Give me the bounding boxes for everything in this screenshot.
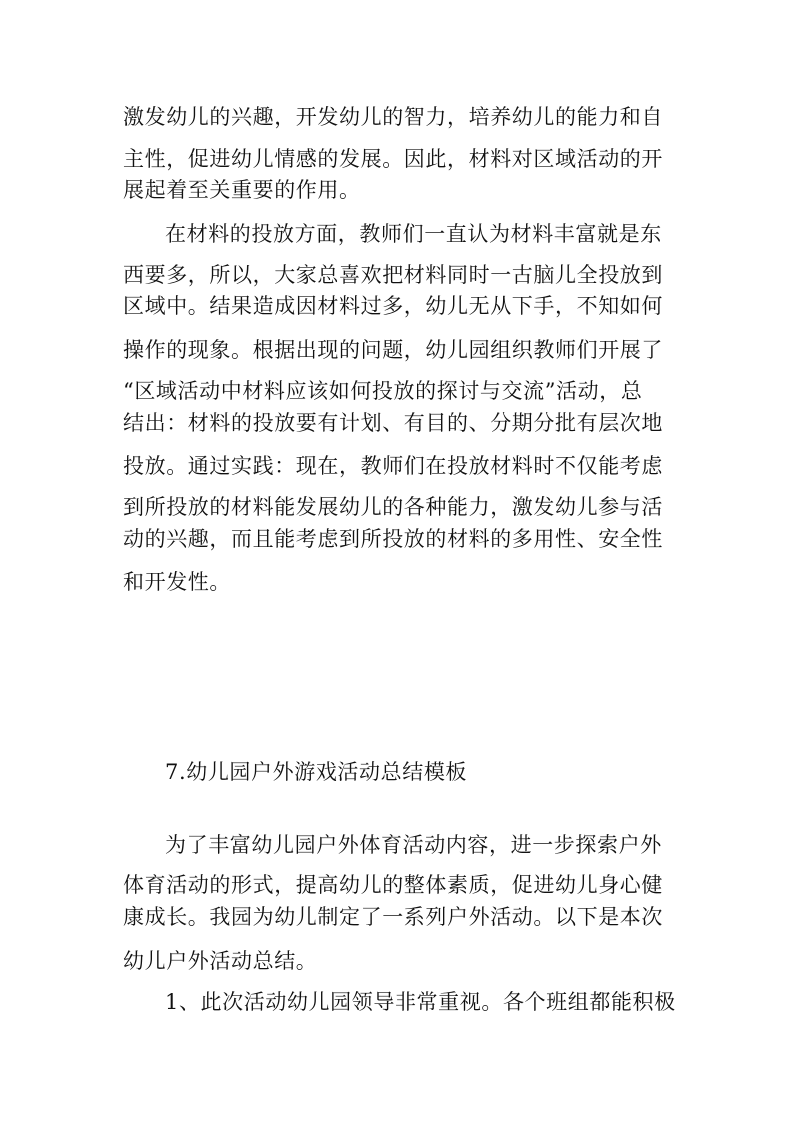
paragraph-line: 和开发性。	[123, 570, 231, 594]
paragraph-line: 为了丰富幼儿园户外体育活动内容，进一步探索户外	[165, 833, 662, 857]
paragraph-line: 在材料的投放方面，教师们一直认为材料丰富就是东	[165, 222, 662, 246]
paragraph-line: 到所投放的材料能发展幼儿的各种能力，激发幼儿参与活	[123, 495, 663, 519]
paragraph-line: 动的兴趣，而且能考虑到所投放的材料的多用性、安全性	[123, 527, 663, 551]
paragraph-line: 投放。通过实践：现在，教师们在投放材料时不仅能考虑	[123, 454, 663, 478]
paragraph-line: 操作的现象。根据出现的问题，幼儿园组织教师们开展了	[123, 338, 663, 362]
paragraph-line: 体育活动的形式，提高幼儿的整体素质，促进幼儿身心健	[123, 873, 663, 897]
paragraph-line: 1、此次活动幼儿园领导非常重视。各个班组都能积极	[165, 990, 676, 1014]
paragraph-line: 幼儿户外活动总结。	[123, 949, 318, 973]
paragraph-line: 主性，促进幼儿情感的发展。因此，材料对区域活动的开	[123, 147, 663, 171]
paragraph-line: 康成长。我园为幼儿制定了一系列户外活动。以下是本次	[123, 905, 663, 929]
section-heading: 7.幼儿园户外游戏活动总结模板	[165, 760, 468, 784]
paragraph-line: 激发幼儿的兴趣，开发幼儿的智力，培养幼儿的能力和自	[123, 105, 663, 129]
paragraph-line: 结出：材料的投放要有计划、有目的、分期分批有层次地	[123, 411, 663, 435]
paragraph-line: 西要多，所以，大家总喜欢把材料同时一古脑儿全投放到	[123, 263, 663, 287]
paragraph-line: “区域活动中材料应该如何投放的探讨与交流”活动，总	[123, 379, 643, 403]
paragraph-line: 区域中。结果造成因材料过多，幼儿无从下手，不知如何	[123, 294, 663, 318]
paragraph-line: 展起着至关重要的作用。	[123, 178, 361, 202]
